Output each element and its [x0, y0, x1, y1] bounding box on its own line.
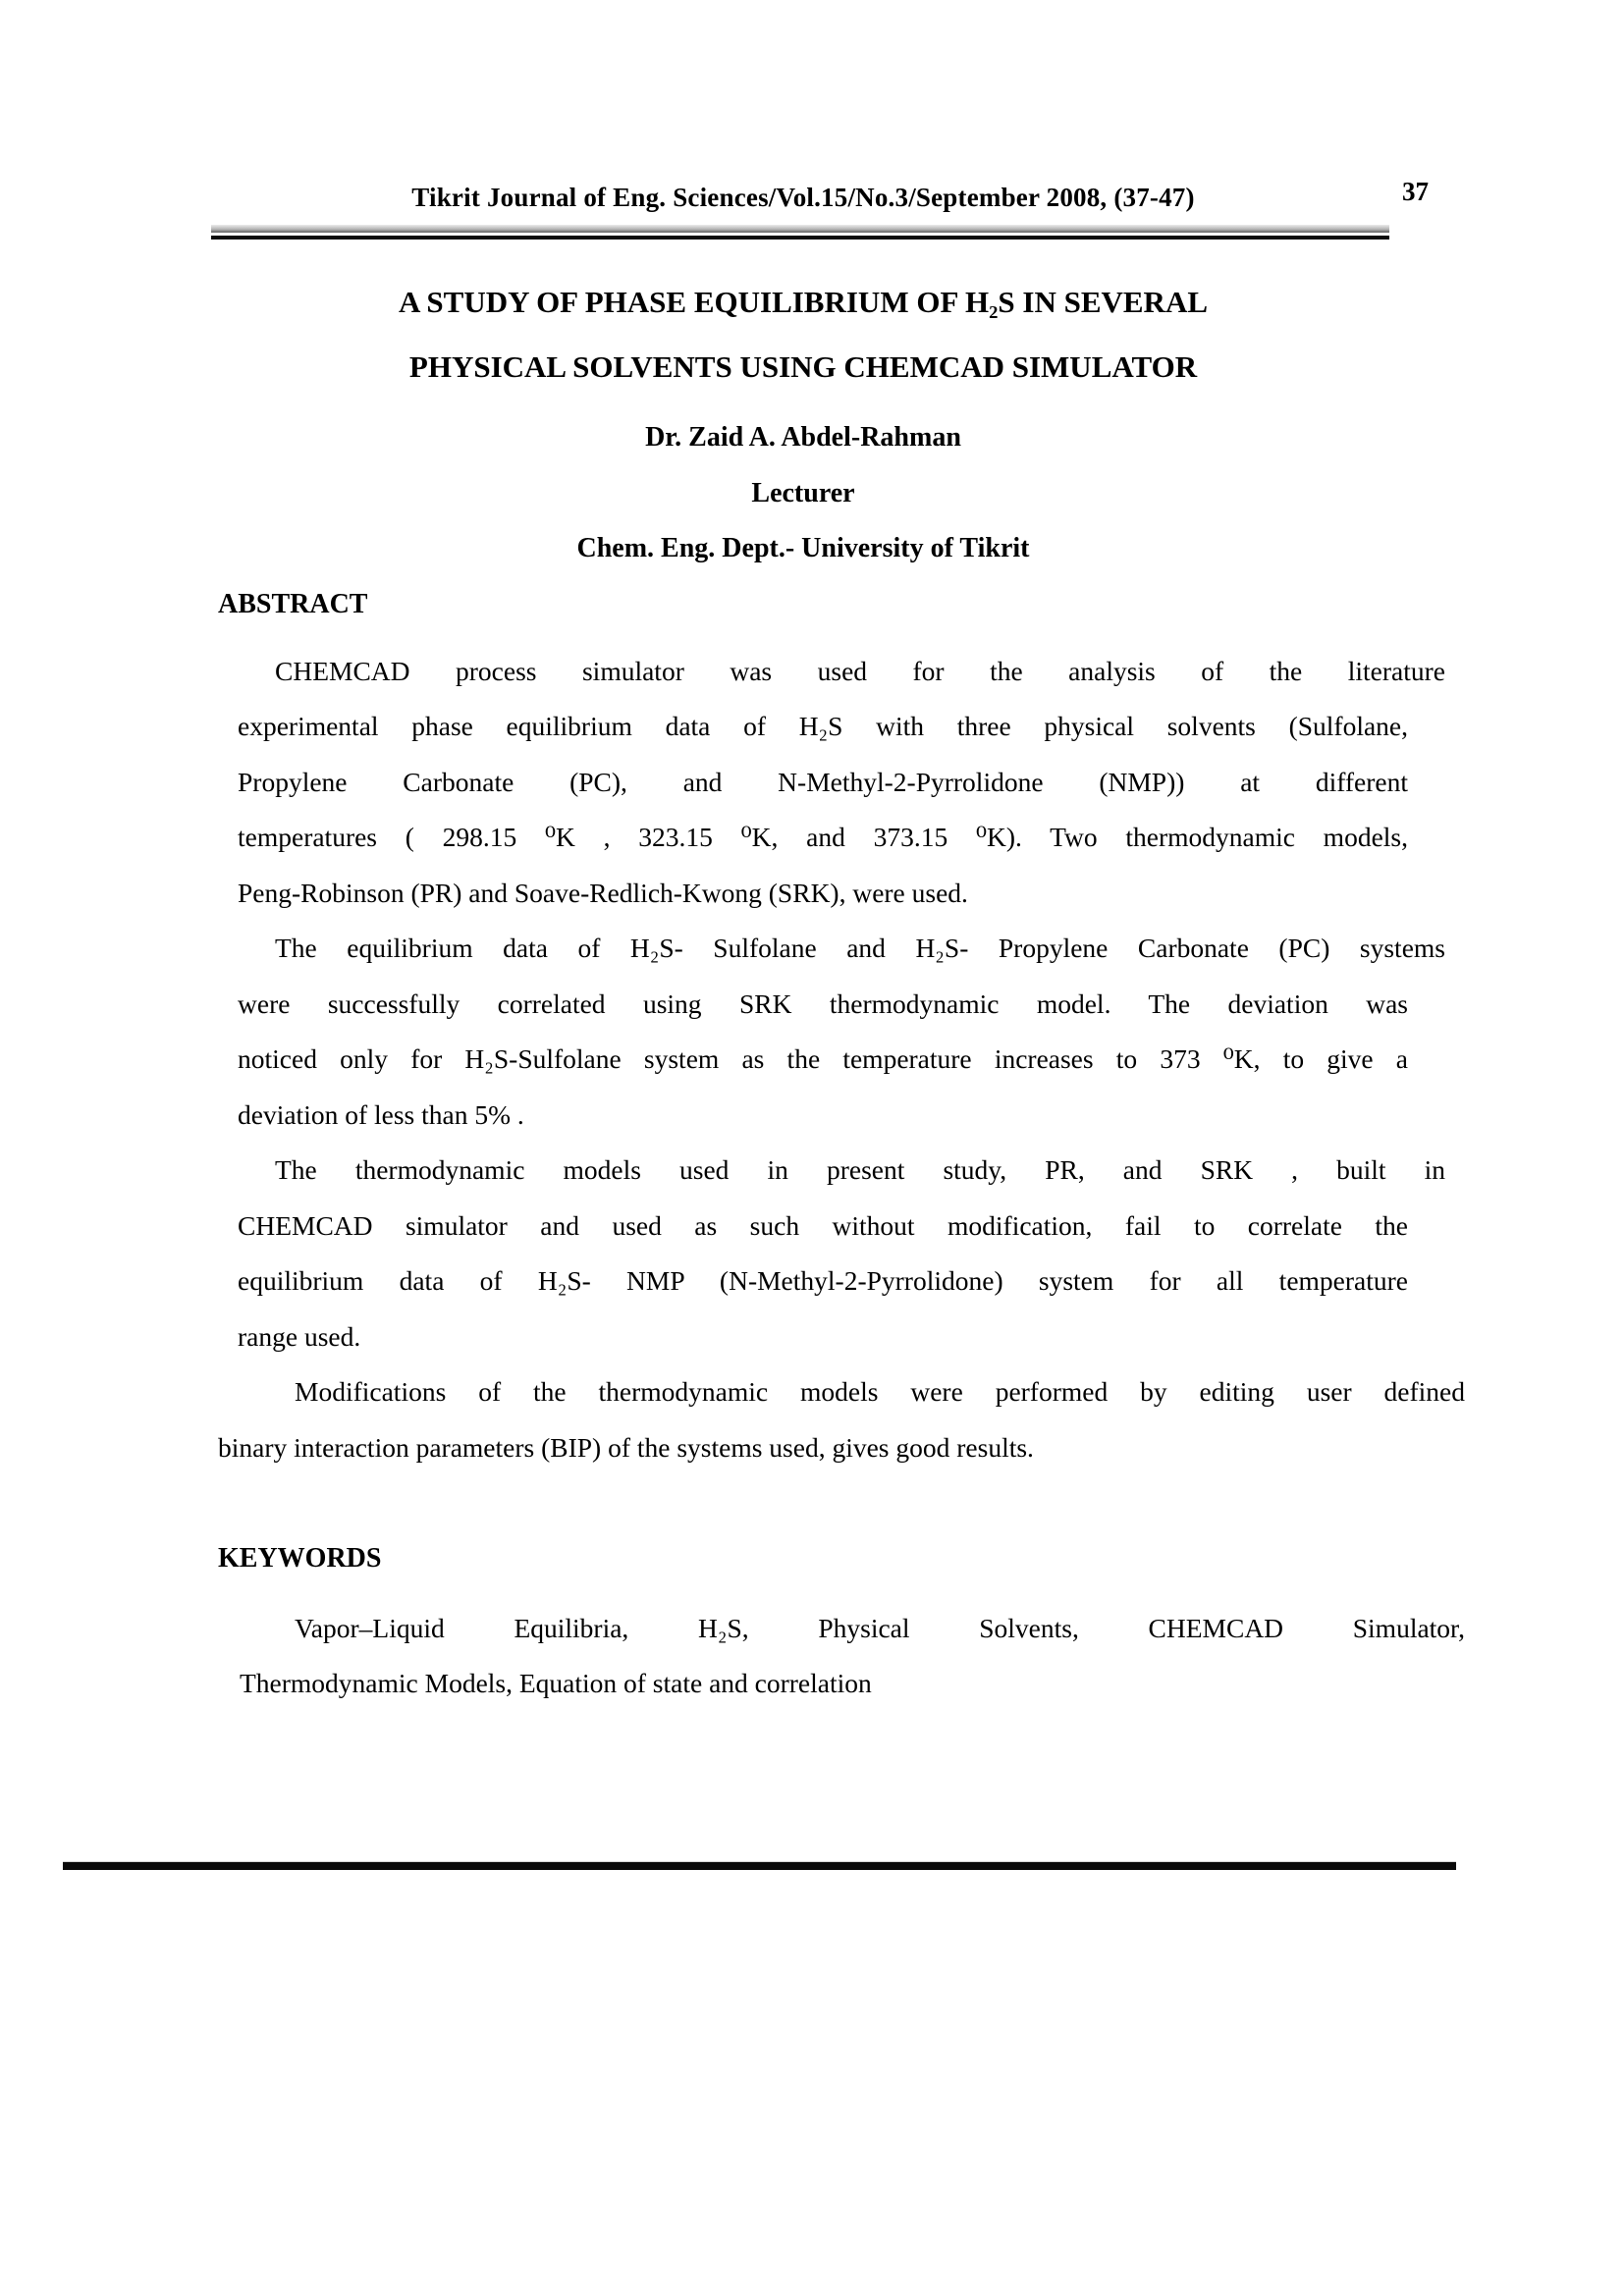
abstract-heading: ABSTRACT: [218, 589, 368, 619]
footer-rule: [63, 1861, 1456, 1870]
author-affiliation: Chem. Eng. Dept.- University of Tikrit: [576, 533, 1030, 563]
keywords-line1: Vapor–Liquid Equilibria, H₂S, Physical Solvents, CHEMCAD Simulator,: [295, 1613, 1465, 1643]
keywords-line2: Thermodynamic Models, Equation of state and correlation: [240, 1668, 872, 1698]
author-name: Dr. Zaid A. Abdel-Rahman: [645, 422, 961, 453]
author-position: Lecturer: [751, 478, 855, 508]
abstract-p1-line3: Propylene Carbonate (PC), and N-Methyl-2-Pyrrolidone (NMP)) at different: [238, 767, 1408, 797]
abstract-p1-line5: Peng-Robinson (PR) and Soave-Redlich-Kwong (SRK), were used.: [238, 878, 968, 908]
abstract-p3-line4: range used.: [238, 1321, 361, 1352]
abstract-p2-line2: were successfully correlated using SRK thermodynamic model. The deviation was: [238, 988, 1408, 1019]
abstract-p2-line3: noticed only for H₂S-Sulfolane system as the temperature increases to 373 ⁰K, to give a: [238, 1043, 1408, 1074]
keywords-heading: KEYWORDS: [218, 1543, 382, 1574]
abstract-p2-line4: deviation of less than 5% .: [238, 1099, 524, 1130]
abstract-p1-line1: CHEMCAD process simulator was used for the analysis of the literature: [275, 656, 1445, 686]
abstract-p4-line1: Modifications of the thermodynamic models were performed by editing user defined: [295, 1376, 1465, 1407]
paper-title-line1: A STUDY OF PHASE EQUILIBRIUM OF H₂S IN SEVERAL: [398, 285, 1209, 319]
abstract-p4-line2: binary interaction parameters (BIP) of the systems used, gives good results.: [218, 1432, 1034, 1463]
abstract-p3-line1: The thermodynamic models used in present study, PR, and SRK , built in: [275, 1154, 1445, 1185]
journal-header: Tikrit Journal of Eng. Sciences/Vol.15/No.3/September 2008, (37-47): [411, 183, 1195, 212]
page-number: 37: [1402, 177, 1429, 206]
abstract-p1-line2: experimental phase equilibrium data of H₂S with three physical solvents (Sulfolane,: [238, 711, 1408, 741]
header-rule-shade: [211, 225, 1389, 233]
paper-title-line2: PHYSICAL SOLVENTS USING CHEMCAD SIMULATOR: [408, 349, 1198, 384]
abstract-p3-line2: CHEMCAD simulator and used as such without modification, fail to correlate the: [238, 1210, 1408, 1241]
abstract-p3-line3: equilibrium data of H₂S- NMP (N-Methyl-2-Pyrrolidone) system for all temperature: [238, 1265, 1408, 1296]
abstract-p2-line1: The equilibrium data of H₂S- Sulfolane and H₂S- Propylene Carbonate (PC) systems: [275, 933, 1445, 963]
header-rule-line: [211, 236, 1389, 240]
abstract-p1-line4: temperatures ( 298.15 ⁰K , 323.15 ⁰K, and 373.15 ⁰K). Two thermodynamic models,: [238, 822, 1408, 852]
header-rule: [211, 225, 1389, 240]
